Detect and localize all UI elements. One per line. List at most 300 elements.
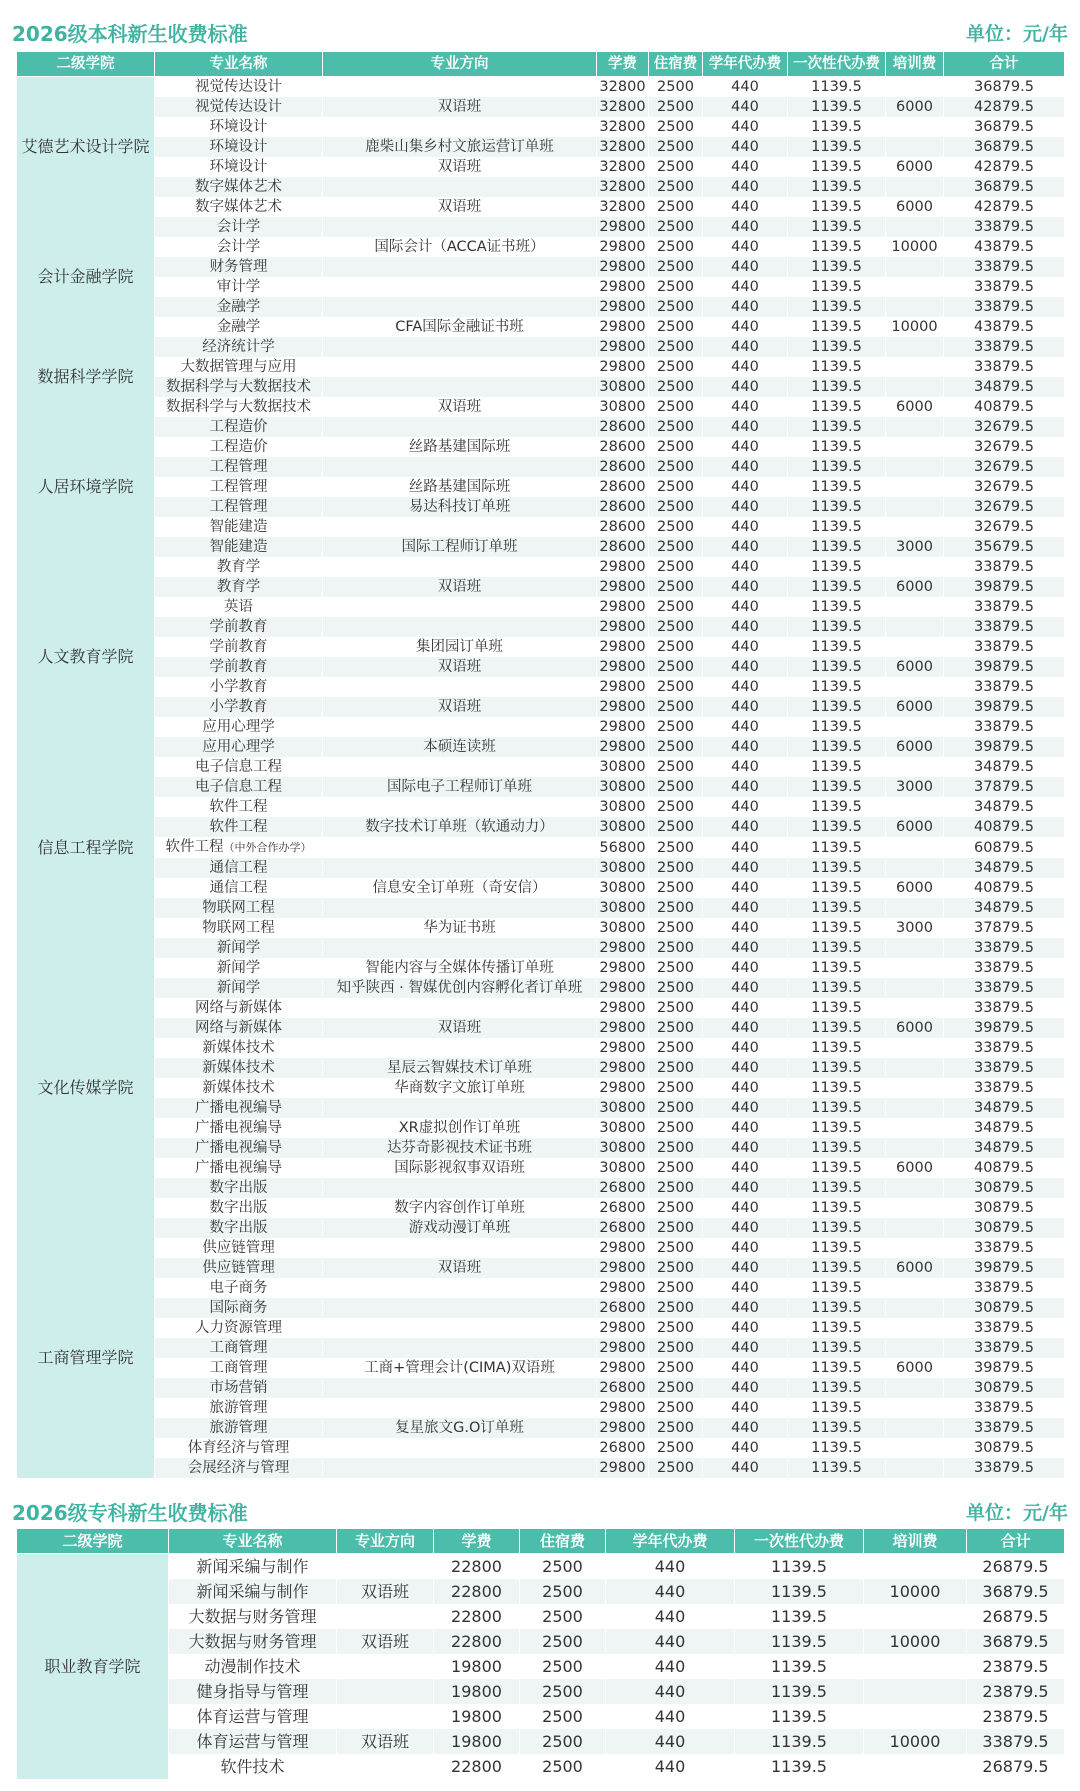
header-training: 培训费 — [864, 1529, 967, 1554]
table-row — [17, 197, 1065, 217]
training-cell — [886, 1278, 944, 1298]
annual-agency-cell: 440 — [703, 1418, 788, 1438]
table-row — [17, 1198, 1065, 1218]
major-name: 数字出版 — [209, 1200, 268, 1216]
dorm-cell: 2500 — [520, 1604, 606, 1629]
major-cell — [155, 1418, 323, 1438]
total-cell: 26879.5 — [967, 1554, 1065, 1580]
training-cell — [886, 377, 944, 397]
annual-agency-cell: 440 — [703, 1438, 788, 1458]
major-name: 大数据管理与应用 — [180, 359, 297, 375]
annual-agency-cell: 440 — [703, 477, 788, 497]
annual-agency-cell: 440 — [703, 437, 788, 457]
tuition-cell: 30800 — [597, 757, 649, 777]
table-row — [17, 1038, 1065, 1058]
major-cell — [155, 397, 323, 417]
total-cell: 36879.5 — [967, 1629, 1065, 1654]
major-cell — [155, 617, 323, 637]
one-time-agency-cell: 1139.5 — [788, 1018, 886, 1038]
training-cell — [886, 137, 944, 157]
total-cell: 33879.5 — [944, 217, 1065, 237]
major-cell — [155, 918, 323, 938]
tuition-cell: 28600 — [597, 497, 649, 517]
training-cell: 6000 — [886, 878, 944, 898]
direction-cell: 丝路基建国际班 — [323, 437, 597, 457]
total-cell: 34879.5 — [944, 898, 1065, 918]
major-name: 工程管理 — [209, 459, 268, 475]
tuition-cell: 26800 — [597, 1218, 649, 1238]
tuition-cell: 29800 — [597, 657, 649, 677]
direction-cell: 双语班 — [323, 97, 597, 117]
dorm-cell: 2500 — [649, 1358, 703, 1378]
total-cell: 33879.5 — [944, 557, 1065, 577]
training-cell — [886, 1078, 944, 1098]
total-cell: 33879.5 — [944, 277, 1065, 297]
total-cell: 36879.5 — [944, 77, 1065, 98]
tuition-cell: 29800 — [597, 257, 649, 277]
total-cell: 33879.5 — [944, 978, 1065, 998]
training-cell — [886, 978, 944, 998]
annual-agency-cell: 440 — [703, 1318, 788, 1338]
one-time-agency-cell: 1139.5 — [788, 1278, 886, 1298]
table-row — [17, 617, 1065, 637]
one-time-agency-cell: 1139.5 — [788, 617, 886, 637]
major-cell — [155, 958, 323, 978]
one-time-agency-cell: 1139.5 — [788, 817, 886, 837]
direction-cell: 智能内容与全媒体传播订单班 — [323, 958, 597, 978]
table-row — [17, 1018, 1065, 1038]
table-row — [17, 577, 1065, 597]
training-cell — [886, 437, 944, 457]
total-cell: 34879.5 — [944, 1098, 1065, 1118]
college-cell: 文化传媒学院 — [17, 938, 155, 1238]
major-name: 网络与新媒体 — [195, 1020, 282, 1036]
major-name: 审计学 — [216, 279, 261, 295]
tuition-cell: 29800 — [597, 958, 649, 978]
table-row — [17, 1218, 1065, 1238]
dorm-cell: 2500 — [649, 197, 703, 217]
tuition-cell: 30800 — [597, 377, 649, 397]
major-cell — [155, 1258, 323, 1278]
major-name: 工商管理 — [209, 1340, 268, 1356]
header-major: 专业名称 — [169, 1529, 337, 1554]
annual-agency-cell: 440 — [703, 317, 788, 337]
major-name: 学前教育 — [209, 619, 268, 635]
tuition-cell: 26800 — [597, 1178, 649, 1198]
major-cell — [169, 1754, 337, 1779]
table-row — [17, 878, 1065, 898]
annual-agency-cell: 440 — [703, 1378, 788, 1398]
training-cell — [886, 497, 944, 517]
annual-agency-cell: 440 — [703, 898, 788, 918]
dorm-cell: 2500 — [649, 357, 703, 377]
total-cell: 33879.5 — [944, 1238, 1065, 1258]
training-cell — [886, 417, 944, 437]
total-cell: 30879.5 — [944, 1218, 1065, 1238]
major-cell — [155, 477, 323, 497]
training-cell — [864, 1654, 967, 1679]
table-row — [17, 1118, 1065, 1138]
direction-cell — [323, 1438, 597, 1458]
annual-agency-cell: 440 — [703, 77, 788, 98]
direction-cell: 华商数字文旅订单班 — [323, 1078, 597, 1098]
major-name: 数字媒体艺术 — [195, 199, 282, 215]
one-time-agency-cell: 1139.5 — [788, 577, 886, 597]
annual-agency-cell: 440 — [703, 397, 788, 417]
dorm-cell: 2500 — [649, 1158, 703, 1178]
direction-cell — [337, 1754, 434, 1779]
major-cell — [169, 1704, 337, 1729]
one-time-agency-cell: 1139.5 — [788, 1298, 886, 1318]
direction-cell — [323, 517, 597, 537]
annual-agency-cell: 440 — [703, 577, 788, 597]
one-time-agency-cell: 1139.5 — [788, 397, 886, 417]
training-cell — [886, 177, 944, 197]
one-time-agency-cell: 1139.5 — [788, 117, 886, 137]
dorm-cell: 2500 — [649, 1078, 703, 1098]
major-cell — [155, 437, 323, 457]
major-cell — [155, 757, 323, 777]
major-cell — [155, 1318, 323, 1338]
total-cell: 33879.5 — [944, 617, 1065, 637]
total-cell: 30879.5 — [944, 1378, 1065, 1398]
header-direction: 专业方向 — [337, 1529, 434, 1554]
annual-agency-cell: 440 — [703, 1358, 788, 1378]
major-name: 新闻采编与制作 — [196, 1582, 309, 1601]
one-time-agency-cell: 1139.5 — [788, 257, 886, 277]
table-row — [17, 1378, 1065, 1398]
table-row — [17, 1298, 1065, 1318]
college-cell: 会计金融学院 — [17, 217, 155, 337]
one-time-agency-cell: 1139.5 — [788, 797, 886, 817]
major-name: 电子商务 — [209, 1280, 268, 1296]
major-cell — [155, 417, 323, 437]
one-time-agency-cell: 1139.5 — [788, 1198, 886, 1218]
vocational-fee-table — [16, 1528, 1065, 1779]
direction-cell: 本硕连读班 — [323, 737, 597, 757]
total-cell: 32679.5 — [944, 497, 1065, 517]
annual-agency-cell: 440 — [703, 1278, 788, 1298]
training-cell — [886, 1418, 944, 1438]
total-cell: 33879.5 — [944, 257, 1065, 277]
tuition-cell: 29800 — [597, 1458, 649, 1478]
total-cell: 34879.5 — [944, 757, 1065, 777]
direction-cell: 数字技术订单班（软通动力） — [323, 817, 597, 837]
training-cell — [886, 998, 944, 1018]
undergrad-header — [12, 15, 1068, 49]
major-name: 数据科学与大数据技术 — [166, 379, 311, 395]
header-annual-agency: 学年代办费 — [606, 1529, 735, 1554]
major-cell — [155, 257, 323, 277]
dorm-cell: 2500 — [649, 537, 703, 557]
vocational-title: 2026级专科新生收费标准 — [12, 1500, 248, 1525]
direction-cell: 丝路基建国际班 — [323, 477, 597, 497]
annual-agency-cell: 440 — [703, 337, 788, 357]
dorm-cell: 2500 — [649, 577, 703, 597]
table-row — [17, 377, 1065, 397]
total-cell: 33879.5 — [944, 1038, 1065, 1058]
major-cell — [155, 837, 323, 858]
annual-agency-cell: 440 — [703, 1338, 788, 1358]
training-cell — [886, 117, 944, 137]
dorm-cell: 2500 — [649, 77, 703, 98]
direction-cell — [323, 938, 597, 958]
training-cell — [886, 898, 944, 918]
one-time-agency-cell: 1139.5 — [788, 898, 886, 918]
major-cell — [155, 898, 323, 918]
tuition-cell: 30800 — [597, 858, 649, 878]
major-name: 广播电视编导 — [195, 1100, 282, 1116]
annual-agency-cell: 440 — [703, 1238, 788, 1258]
table-row — [17, 1754, 1065, 1779]
header-annual-agency: 学年代办费 — [703, 52, 788, 77]
dorm-cell: 2500 — [649, 277, 703, 297]
annual-agency-cell: 440 — [606, 1704, 735, 1729]
one-time-agency-cell: 1139.5 — [735, 1629, 864, 1654]
tuition-cell: 29800 — [597, 617, 649, 637]
dorm-cell: 2500 — [649, 1258, 703, 1278]
undergrad-unit: 单位：元/年 — [966, 22, 1068, 45]
table-row — [17, 1258, 1065, 1278]
major-name: 工商管理 — [209, 1360, 268, 1376]
one-time-agency-cell: 1139.5 — [735, 1704, 864, 1729]
table-row — [17, 177, 1065, 197]
major-cell — [155, 117, 323, 137]
total-cell: 39879.5 — [944, 1258, 1065, 1278]
direction-cell: 华为证书班 — [323, 918, 597, 938]
dorm-cell: 2500 — [649, 1058, 703, 1078]
training-cell — [886, 757, 944, 777]
tuition-cell: 56800 — [597, 837, 649, 858]
annual-agency-cell: 440 — [703, 878, 788, 898]
direction-cell: 双语班 — [323, 1018, 597, 1038]
major-name: 物联网工程 — [202, 900, 275, 916]
direction-cell — [337, 1554, 434, 1580]
header-total: 合计 — [967, 1529, 1065, 1554]
direction-cell — [323, 1238, 597, 1258]
dorm-cell: 2500 — [649, 557, 703, 577]
header-dorm: 住宿费 — [520, 1529, 606, 1554]
table-row — [17, 1338, 1065, 1358]
tuition-cell: 19800 — [434, 1679, 520, 1704]
tuition-cell: 26800 — [597, 1198, 649, 1218]
total-cell: 42879.5 — [944, 197, 1065, 217]
major-name: 小学教育 — [209, 679, 268, 695]
major-cell — [155, 1018, 323, 1038]
major-cell — [155, 858, 323, 878]
undergrad-header-row — [17, 52, 1065, 77]
dorm-cell: 2500 — [520, 1554, 606, 1580]
training-cell: 6000 — [886, 1158, 944, 1178]
direction-cell: 双语班 — [323, 657, 597, 677]
major-cell — [169, 1729, 337, 1754]
tuition-cell: 28600 — [597, 437, 649, 457]
major-cell — [155, 337, 323, 357]
one-time-agency-cell: 1139.5 — [788, 77, 886, 98]
total-cell: 23879.5 — [967, 1704, 1065, 1729]
major-cell — [155, 297, 323, 317]
total-cell: 43879.5 — [944, 237, 1065, 257]
total-cell: 33879.5 — [944, 1278, 1065, 1298]
dorm-cell: 2500 — [649, 918, 703, 938]
tuition-cell: 29800 — [597, 317, 649, 337]
tuition-cell: 29800 — [597, 1078, 649, 1098]
major-cell — [155, 1098, 323, 1118]
major-name: 教育学 — [216, 579, 261, 595]
direction-cell — [323, 1178, 597, 1198]
total-cell: 30879.5 — [944, 1298, 1065, 1318]
total-cell: 23879.5 — [967, 1654, 1065, 1679]
major-cell — [155, 317, 323, 337]
tuition-cell: 29800 — [597, 1278, 649, 1298]
dorm-cell: 2500 — [649, 858, 703, 878]
direction-cell — [323, 757, 597, 777]
direction-cell — [323, 717, 597, 737]
direction-cell — [323, 1458, 597, 1478]
training-cell: 6000 — [886, 577, 944, 597]
dorm-cell: 2500 — [649, 157, 703, 177]
major-cell — [155, 197, 323, 217]
major-name: 大数据与财务管理 — [188, 1607, 317, 1626]
training-cell: 6000 — [886, 817, 944, 837]
direction-cell: 鹿柴山集乡村文旅运营订单班 — [323, 137, 597, 157]
college-cell: 艾德艺术设计学院 — [17, 77, 155, 218]
table-row — [17, 1629, 1065, 1654]
tuition-cell: 29800 — [597, 1318, 649, 1338]
annual-agency-cell: 440 — [703, 377, 788, 397]
one-time-agency-cell: 1139.5 — [788, 1458, 886, 1478]
total-cell: 39879.5 — [944, 577, 1065, 597]
annual-agency-cell: 440 — [703, 357, 788, 377]
major-name: 软件工程 — [209, 819, 268, 835]
dorm-cell: 2500 — [649, 637, 703, 657]
table-row — [17, 557, 1065, 577]
dorm-cell: 2500 — [649, 1118, 703, 1138]
dorm-cell: 2500 — [649, 1438, 703, 1458]
total-cell: 32679.5 — [944, 477, 1065, 497]
direction-cell: 双语班 — [337, 1729, 434, 1754]
dorm-cell: 2500 — [649, 1198, 703, 1218]
major-cell — [155, 1218, 323, 1238]
direction-cell — [323, 177, 597, 197]
table-row — [17, 1278, 1065, 1298]
one-time-agency-cell: 1139.5 — [788, 497, 886, 517]
major-name: 软件工程 — [165, 839, 224, 855]
major-name: 供应链管理 — [202, 1260, 275, 1276]
table-row — [17, 1458, 1065, 1478]
training-cell — [886, 1058, 944, 1078]
table-row — [17, 898, 1065, 918]
one-time-agency-cell: 1139.5 — [788, 1138, 886, 1158]
training-cell: 6000 — [886, 157, 944, 177]
tuition-cell: 29800 — [597, 1338, 649, 1358]
direction-cell — [337, 1704, 434, 1729]
major-name: 环境设计 — [209, 139, 268, 155]
table-row — [17, 1158, 1065, 1178]
annual-agency-cell: 440 — [703, 637, 788, 657]
direction-cell — [323, 1318, 597, 1338]
dorm-cell: 2500 — [649, 597, 703, 617]
training-cell: 10000 — [864, 1579, 967, 1604]
major-name: 学前教育 — [209, 639, 268, 655]
dorm-cell: 2500 — [649, 1038, 703, 1058]
major-name: 体育经济与管理 — [187, 1440, 290, 1456]
major-name: 工程造价 — [209, 439, 268, 455]
table-row — [17, 817, 1065, 837]
tuition-cell: 30800 — [597, 777, 649, 797]
total-cell: 36879.5 — [944, 117, 1065, 137]
major-cell — [155, 1458, 323, 1478]
dorm-cell: 2500 — [649, 177, 703, 197]
major-cell — [169, 1579, 337, 1604]
major-name: 学前教育 — [209, 659, 268, 675]
annual-agency-cell: 440 — [606, 1654, 735, 1679]
dorm-cell: 2500 — [520, 1679, 606, 1704]
annual-agency-cell: 440 — [703, 1398, 788, 1418]
major-name: 动漫制作技术 — [204, 1657, 301, 1676]
table-row — [17, 1098, 1065, 1118]
tuition-cell: 32800 — [597, 97, 649, 117]
table-row — [17, 1704, 1065, 1729]
direction-cell: 国际工程师订单班 — [323, 537, 597, 557]
major-cell — [155, 277, 323, 297]
one-time-agency-cell: 1139.5 — [788, 777, 886, 797]
annual-agency-cell: 440 — [703, 837, 788, 858]
dorm-cell: 2500 — [520, 1754, 606, 1779]
major-name: 应用心理学 — [202, 719, 275, 735]
dorm-cell: 2500 — [649, 97, 703, 117]
tuition-cell: 32800 — [597, 177, 649, 197]
training-cell — [886, 1198, 944, 1218]
total-cell: 33879.5 — [944, 1398, 1065, 1418]
table-row — [17, 1238, 1065, 1258]
training-cell: 3000 — [886, 777, 944, 797]
direction-cell: 双语班 — [323, 697, 597, 717]
major-cell — [155, 1358, 323, 1378]
dorm-cell: 2500 — [649, 457, 703, 477]
dorm-cell: 2500 — [649, 617, 703, 637]
annual-agency-cell: 440 — [703, 1258, 788, 1278]
major-cell — [155, 97, 323, 117]
major-cell — [155, 697, 323, 717]
vocational-header-row — [17, 1529, 1065, 1554]
tuition-cell: 19800 — [434, 1729, 520, 1754]
training-cell: 6000 — [886, 97, 944, 117]
direction-cell: 易达科技订单班 — [323, 497, 597, 517]
total-cell: 33879.5 — [944, 297, 1065, 317]
major-name: 环境设计 — [209, 119, 268, 135]
major-cell — [155, 777, 323, 797]
tuition-cell: 30800 — [597, 1118, 649, 1138]
annual-agency-cell: 440 — [703, 757, 788, 777]
major-name: 视觉传达设计 — [195, 79, 282, 95]
direction-cell — [323, 1038, 597, 1058]
tuition-cell: 29800 — [597, 297, 649, 317]
tuition-cell: 29800 — [597, 978, 649, 998]
major-name: 数字媒体艺术 — [195, 179, 282, 195]
training-cell — [886, 1318, 944, 1338]
table-row — [17, 657, 1065, 677]
undergrad-fee-table — [16, 51, 1065, 1478]
major-name: 新闻采编与制作 — [196, 1557, 309, 1576]
major-name: 通信工程 — [209, 860, 268, 876]
annual-agency-cell: 440 — [703, 938, 788, 958]
major-cell — [155, 497, 323, 517]
header-college: 二级学院 — [17, 52, 155, 77]
major-name: 软件工程 — [209, 799, 268, 815]
annual-agency-cell: 440 — [703, 237, 788, 257]
training-cell — [886, 1398, 944, 1418]
